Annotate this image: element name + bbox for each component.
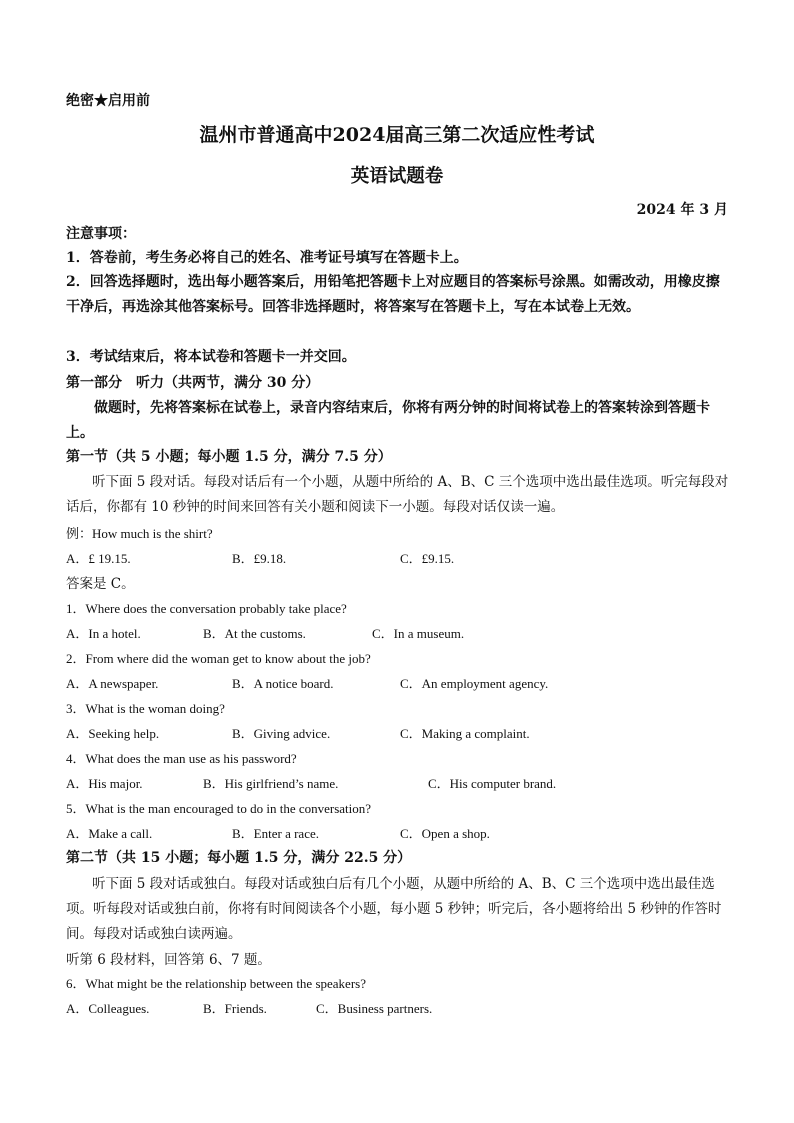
part1-intro: 做题时，先将答案标在试卷上，录音内容结束后，你将有两分钟的时间将试卷上的答案转涂到答题卡上。 xyxy=(66,400,710,441)
question-2: 2．From where did the woman get to know about the job? xyxy=(66,651,371,666)
notice-item-2: 2．回答选择题时，选出每小题答案后，用铅笔把答题卡上对应题目的答案标号涂黑。如需改动，用橡皮擦干净后，再选涂其他答案标号。回答非选择题时，将答案写在答题卡上，写在本试卷上无效。 xyxy=(66,274,720,315)
q1-option-a: A．In a hotel. xyxy=(66,626,141,641)
q2-option-c: C．An employment agency. xyxy=(400,676,549,691)
example-option-a: A．£ 19.15. xyxy=(66,551,131,566)
q5-option-c: C．Open a shop. xyxy=(400,826,490,841)
section2-instructions: 听下面 5 段对话或独白。每段对话或独白后有几个小题，从题中所给的 A、B、C 三个选项中选出最佳选项。听每段对话或独白前，你将有时间阅读各个小题，每小题 5 秒钟；听完后，各小题将给出 5 秒钟的作答时间。每段对话或独白读两遍。 xyxy=(66,876,722,942)
confidential-label: 绝密★启用前 xyxy=(66,93,150,109)
example-answer: 答案是 C。 xyxy=(66,576,135,592)
q6-option-b: B．Friends. xyxy=(203,1001,267,1016)
q6-option-a: A．Colleagues. xyxy=(66,1001,150,1016)
q6-option-c: C．Business partners. xyxy=(316,1001,433,1016)
example-option-c: C．£9.15. xyxy=(400,551,455,566)
part1-heading: 第一部分 听力（共两节，满分 30 分） xyxy=(66,375,320,391)
q1-option-b: B．At the customs. xyxy=(203,626,306,641)
question-1: 1．Where does the conversation probably take place? xyxy=(66,601,347,616)
q3-option-c: C．Making a complaint. xyxy=(400,726,530,741)
q4-option-b: B．His girlfriend’s name. xyxy=(203,776,339,791)
exam-title: 温州市普通高中2024届高三第二次适应性考试 xyxy=(199,124,595,146)
q4-option-c: C．His computer brand. xyxy=(428,776,557,791)
exam-subtitle: 英语试题卷 xyxy=(350,166,444,187)
q2-option-b: B．A notice board. xyxy=(232,676,334,691)
notice-heading: 注意事项： xyxy=(66,226,136,242)
question-5: 5．What is the man encouraged to do in the conversation? xyxy=(66,801,372,816)
example-option-b: B．£9.18. xyxy=(232,551,287,566)
q3-option-b: B．Giving advice. xyxy=(232,726,331,741)
q5-option-a: A．Make a call. xyxy=(66,826,153,841)
q4-option-a: A．His major. xyxy=(66,776,143,791)
exam-date: 2024 年 3 月 xyxy=(636,202,728,218)
q3-option-a: A．Seeking help. xyxy=(66,726,160,741)
notice-item-1: 1．答卷前，考生务必将自己的姓名、准考证号填写在答题卡上。 xyxy=(66,250,468,266)
section2-material: 听第 6 段材料，回答第 6、7 题。 xyxy=(66,952,271,968)
q5-option-b: B．Enter a race. xyxy=(232,826,319,841)
q1-option-c: C．In a museum. xyxy=(372,626,465,641)
question-6: 6．What might be the relationship between the speakers? xyxy=(66,976,366,991)
example-question: 例：How much is the shirt? xyxy=(66,526,213,541)
section1-heading: 第一节（共 5 小题；每小题 1.5 分，满分 7.5 分） xyxy=(66,449,392,465)
section2-heading: 第二节（共 15 小题；每小题 1.5 分，满分 22.5 分） xyxy=(66,850,412,866)
question-4: 4．What does the man use as his password? xyxy=(66,751,297,766)
section1-instructions: 听下面 5 段对话。每段对话后有一个小题，从题中所给的 A、B、C 三个选项中选出最佳选项。听完每段对话后，你都有 10 秒钟的时间来回答有关小题和阅读下一小题。每段对话仅读一遍。 xyxy=(66,474,729,515)
notice-item-3: 3．考试结束后，将本试卷和答题卡一并交回。 xyxy=(66,349,356,365)
q2-option-a: A．A newspaper. xyxy=(66,676,159,691)
question-3: 3．What is the woman doing? xyxy=(66,701,225,716)
